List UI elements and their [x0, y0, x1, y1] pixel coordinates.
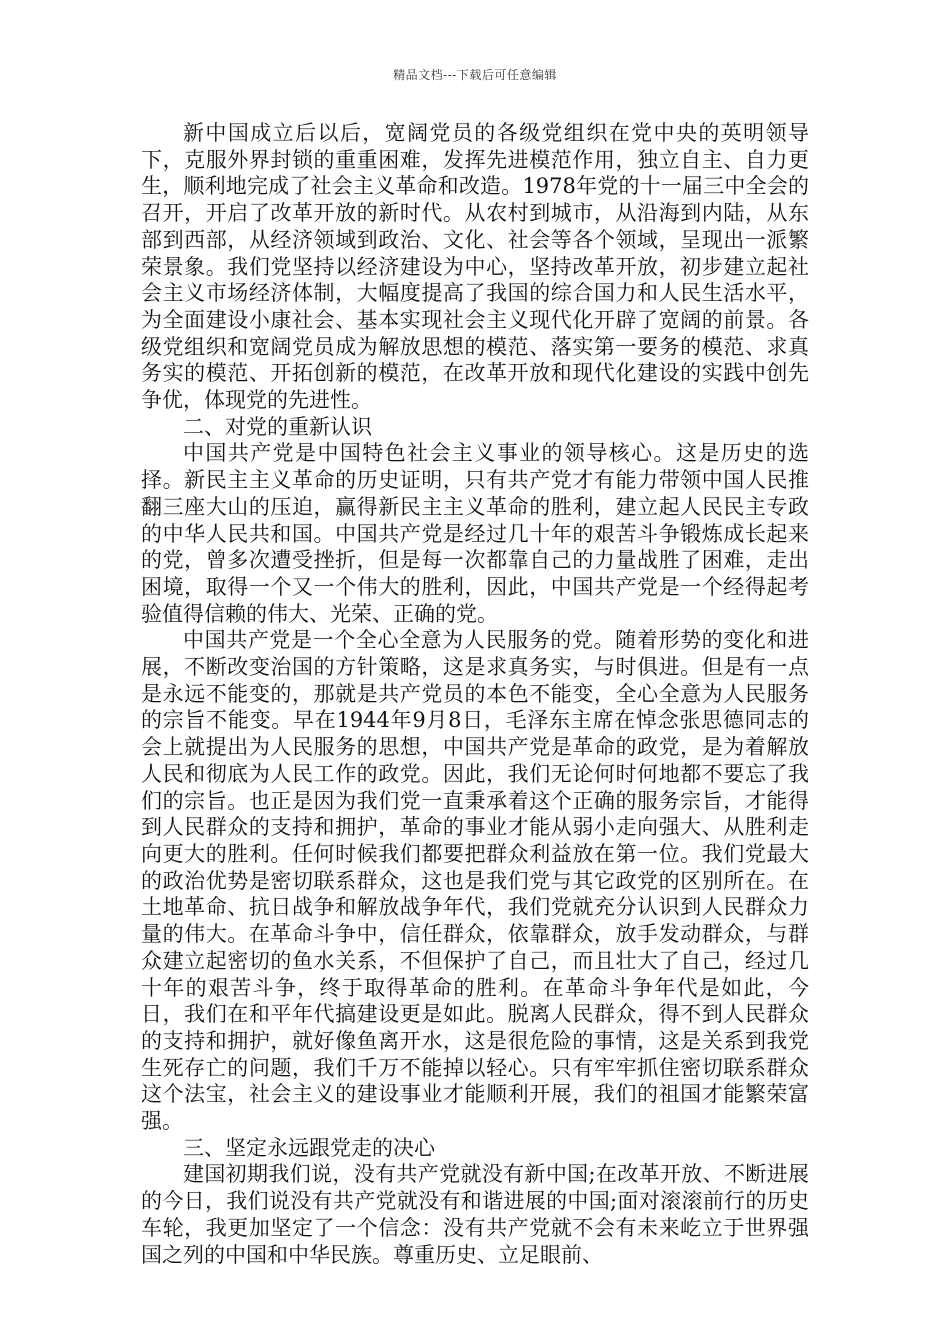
paragraph-3: 中国共产党是一个全心全意为人民服务的党。随着形势的变化和进展，不断改变治国的方针策略，这是求真务实，与时俱进。但是有一点是永远不能变的，那就是共产党员的本色不能变，全心全意为人民服务的宗旨不能变。早在1944年9月8日，毛泽东主席在悼念张思德同志的会上就提出为人民服务的思想，中国共产党是革命的政党，是为着解放人民和彻底为人民工作的政党。因此，我们无论何时何地都不要忘了我们的宗旨。也正是因为我们党一直秉承着这个正确的服务宗旨，才能得到人民群众的支持和拥护，革命的事业才能从弱小走向强大、从胜利走向更大的胜利。任何时候我们都要把群众利益放在第一位。我们党最大的政治优势是密切联系群众，这也是我们党与其它政党的区别所在。在土地革命、抗日战争和解放战争年代，我们党就充分认识到人民群众力量的伟大。在革命斗争中，信任群众，依靠群众，放手发动群众，与群众建立起密切的鱼水关系，不但保护了自己，而且壮大了自己，经过几十年的艰苦斗争，终于取得革命的胜利。在革命斗争年代是如此，今日，我们在和平年代搞建设更是如此。脱离人民群众，得不到人民群众的支持和拥护，就好像鱼离开水，这是很危险的事情，这是关系到我党生死存亡的问题，我们千万不能掉以轻心。只有牢牢抓住密切联系群众这个法宝，社会主义的建设事业才能顺利开展，我们的祖国才能繁荣富强。 — [141, 628, 809, 1134]
section-heading-2: 二、对党的重新认识 — [183, 414, 372, 439]
document-body — [141, 120, 809, 1268]
section-heading-3: 三、坚定永远跟党走的决心 — [183, 1135, 435, 1160]
paragraph-2: 中国共产党是中国特色社会主义事业的领导核心。这是历史的选择。新民主主义革命的历史证明，只有共产党才有能力带领中国人民推翻三座大山的压迫，赢得新民主主义革命的胜利，建立起人民民主专政的中华人民共和国。中国共产党是经过几十年的艰苦斗争锻炼成长起来的党，曾多次遭受挫折，但是每一次都靠自己的力量战胜了困难，走出困境，取得一个又一个伟大的胜利，因此，中国共产党是一个经得起考验值得信赖的伟大、光荣、正确的党。 — [141, 441, 809, 626]
paragraph-4: 建国初期我们说，没有共产党就没有新中国;在改革开放、不断进展的今日，我们说没有共产党就没有和谐进展的中国;面对滚滚前行的历史车轮，我更加坚定了一个信念：没有共产党就不会有未来屹立于世界强国之列的中国和中华民族。尊重历史、立足眼前、 — [141, 1162, 809, 1267]
page-header: 精品文档---下载后可任意编辑 — [393, 68, 557, 82]
paragraph-1: 新中国成立后以后，宽阔党员的各级党组织在党中央的英明领导下，克服外界封锁的重重困难，发挥先进模范作用，独立自主、自力更生，顺利地完成了社会主义革命和改造。1978年党的十一届三中全会的召开，开启了改革开放的新时代。从农村到城市，从沿海到内陆，从东部到西部，从经济领域到政治、文化、社会等各个领域，呈现出一派繁荣景象。我们党坚持以经济建设为中心，坚持改革开放，初步建立起社会主义市场经济体制，大幅度提高了我国的综合国力和人民生活水平，为全面建设小康社会、基本实现社会主义现代化开辟了宽阔的前景。各级党组织和宽阔党员成为解放思想的模范、落实第一要务的模范、求真务实的模范、开拓创新的模范，在改革开放和现代化建设的实践中创先争优，体现党的先进性。 — [141, 121, 809, 413]
